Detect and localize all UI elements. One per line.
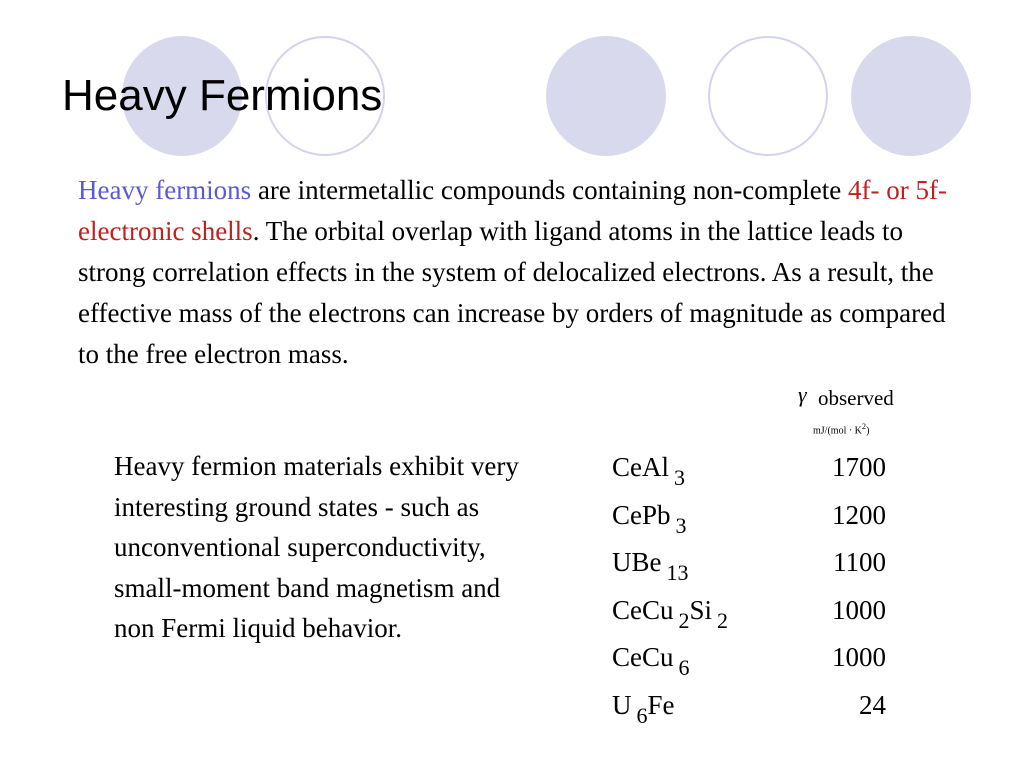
formula-subscript: 2	[678, 607, 690, 633]
formula-element: CeAl	[612, 452, 669, 482]
gamma-units: $mJ/(mol \cdot K^2)$	[813, 422, 870, 437]
compound-formula	[612, 547, 689, 585]
compound-row	[612, 638, 902, 686]
compound-row	[612, 686, 902, 734]
gamma-value: 1000	[832, 594, 886, 625]
formula-element: Si	[689, 594, 713, 625]
gamma-value: 1100	[833, 547, 886, 577]
gamma-value: 24	[859, 689, 886, 720]
formula-element: U	[612, 689, 632, 720]
gamma-value: 1000	[832, 642, 886, 672]
formula-subscript: 6	[678, 655, 690, 680]
formula-element: CeCu	[612, 642, 674, 672]
units-prefix: mJ/	[813, 425, 828, 437]
compound-formula	[612, 594, 729, 633]
intro-paragraph	[78, 170, 948, 375]
compound-formula	[612, 642, 690, 680]
slide-title: Heavy Fermions	[62, 71, 383, 120]
intro-text-part1: are intermetallic compounds containing non-complete	[251, 175, 849, 205]
formula-subscript: 13	[666, 560, 689, 585]
units-exponent: 2	[861, 422, 867, 431]
formula-subscript: 3	[674, 465, 685, 490]
intro-text-part2: . The orbital overlap with ligand atoms in the lattice leads to strong correlation effects in the system of delocalized electrons. As a result, the effective mass of the electrons can increase by orders of magnitude as compared to the free electron mass.	[78, 216, 946, 369]
compound-row	[612, 591, 902, 639]
compound-row	[612, 543, 902, 591]
formula-element: CePb	[612, 499, 671, 530]
formula-subscript: 3	[675, 512, 687, 538]
highlight-term: Heavy fermions	[78, 175, 252, 205]
compound-formula	[612, 452, 685, 490]
ground-states-text: Heavy fermion materials exhibit very interesting ground states - such as unconventional superconductivity, small-moment band magnetism and non Fermi liquid behavior.	[114, 451, 519, 643]
highlight-shells: 4f- or 5f-electronic shells	[78, 175, 947, 246]
gamma-value: 1200	[832, 499, 886, 530]
formula-element: UBe	[612, 547, 662, 577]
formula-subscript: 6	[636, 702, 648, 728]
gamma-observed-label: observed	[818, 386, 894, 410]
compound-formula	[612, 689, 675, 728]
decorative-circle-filled	[546, 36, 666, 156]
formula-element: CeCu	[612, 594, 674, 625]
gamma-value: 1700	[832, 452, 886, 482]
compound-row	[612, 448, 902, 496]
formula-element: Fe	[647, 689, 675, 720]
compound-table	[612, 448, 902, 733]
compound-formula	[612, 499, 687, 538]
decorative-circle-ring	[708, 36, 828, 156]
compound-row	[612, 496, 902, 544]
formula-subscript: 2	[717, 607, 729, 633]
gamma-symbol: γ	[798, 382, 807, 407]
units-inner: mol · K	[830, 425, 862, 437]
decorative-circle-filled	[851, 36, 971, 156]
